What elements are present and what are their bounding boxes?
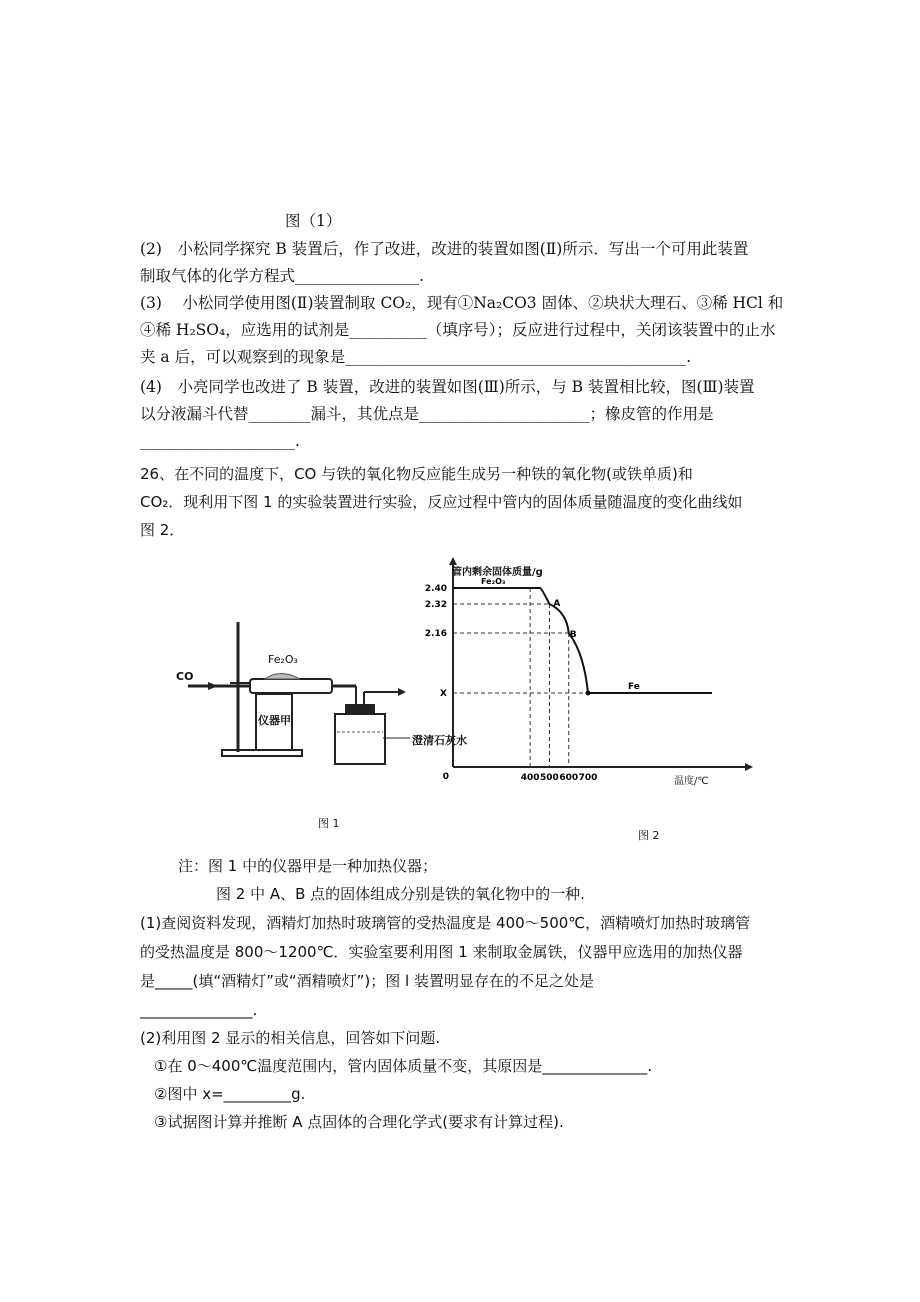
q4-line3: ____________________. <box>140 432 300 450</box>
sub2-line1: (2)利用图 2 显示的相关信息，回答如下问题. <box>140 1029 441 1047</box>
sub1-line2: 的受热温度是 800～1200℃．实验室要利用图 1 来制取金属铁，仪器甲应选用的加热仪器 <box>140 943 743 961</box>
x-tick-label: 600 <box>559 773 579 783</box>
annotation-fe2o3: Fe₂O₃ <box>481 577 506 586</box>
sub1-line1: (1)查阅资料发现，酒精灯加热时玻璃管的受热温度是 400～500℃，酒精喷灯加热时玻璃管 <box>140 914 751 932</box>
q3-line3: 夹 a 后，可以观察到的现象是____________________________________________. <box>140 348 692 366</box>
sub1-line4: _______________. <box>140 1001 258 1019</box>
limewater-label: 澄清石灰水 <box>412 734 467 747</box>
fe2o3-label: Fe₂O₃ <box>268 653 298 666</box>
instrument-label: 仪器甲 <box>258 714 291 727</box>
sub2-item1: ①在 0～400℃温度范围内，管内固体质量不变，其原因是______________. <box>154 1057 653 1075</box>
note-line1: 注：图 1 中的仪器甲是一种加热仪器； <box>178 857 438 875</box>
annotation-fe: Fe <box>628 682 640 692</box>
mass-curve <box>453 588 588 693</box>
q4-line1: (4) 小亮同学也改进了 B 装置，改进的装置如图(Ⅲ)所示，与 B 装置相比较，图(Ⅲ)装置 <box>140 378 755 396</box>
q4-line2: 以分液漏斗代替________漏斗，其优点是______________________；橡皮管的作用是 <box>140 405 714 423</box>
y-tick-label: X <box>440 689 447 699</box>
q26-line1: 26、在不同的温度下，CO 与铁的氧化物反应能生成另一种铁的氧化物(或铁单质)和 <box>140 465 693 483</box>
x-tick-label: 500 <box>540 773 559 783</box>
y-tick-label: 2.40 <box>424 584 447 594</box>
note-line2: 图 2 中 A、B 点的固体组成分别是铁的氧化物中的一种. <box>216 885 585 903</box>
figure-caption-1: 图（1） <box>285 212 342 230</box>
q2-line1: (2) 小松同学探究 B 装置后，作了改进，改进的装置如图(Ⅱ)所示．写出一个可用此装置 <box>140 240 749 258</box>
chart-origin-label: 0 <box>442 772 449 782</box>
q26-line3: 图 2． <box>140 521 185 539</box>
q3-line2: ④稀 H₂SO₄，应选用的试剂是__________（填序号）；反应进行过程中，关闭该装置中的止水 <box>140 321 776 339</box>
q26-line2: CO₂．现利用下图 1 的实验装置进行实验，反应过程中管内的固体质量随温度的变化曲线如 <box>140 493 743 511</box>
sub2-item2: ②图中 x=_________g. <box>154 1085 306 1103</box>
figure2-caption: 图 2 <box>638 829 660 842</box>
endpoint-marker <box>586 691 591 696</box>
x-tick-label: 400 <box>520 773 540 783</box>
y-tick-label: 2.16 <box>424 629 447 639</box>
co-label: CO <box>176 670 194 683</box>
x-tick-label: 700 <box>578 773 598 783</box>
point-a-label: A <box>553 599 561 609</box>
q3-line1: (3) 小松同学使用图(Ⅱ)装置制取 CO₂，现有①Na₂CO3 固体、②块状大理石、③稀 HCl 和 <box>140 294 784 312</box>
q2-line2: 制取气体的化学方程式________________. <box>140 267 424 285</box>
y-tick-label: 2.32 <box>424 600 447 610</box>
figure1-caption: 图 1 <box>318 817 340 830</box>
chart-xlabel: 温度/℃ <box>674 776 709 787</box>
point-b-label: B <box>569 630 577 640</box>
sub2-item3: ③试据图计算并推断 A 点固体的合理化学式(要求有计算过程). <box>154 1113 564 1131</box>
chart-ylabel: 管内剩余固体质量/g <box>452 567 543 578</box>
sub1-line3: 是_____(填“酒精灯”或“酒精喷灯”)；图 l 装置明显存在的不足之处是 <box>140 972 594 990</box>
x-axis-arrow-icon <box>745 763 753 771</box>
